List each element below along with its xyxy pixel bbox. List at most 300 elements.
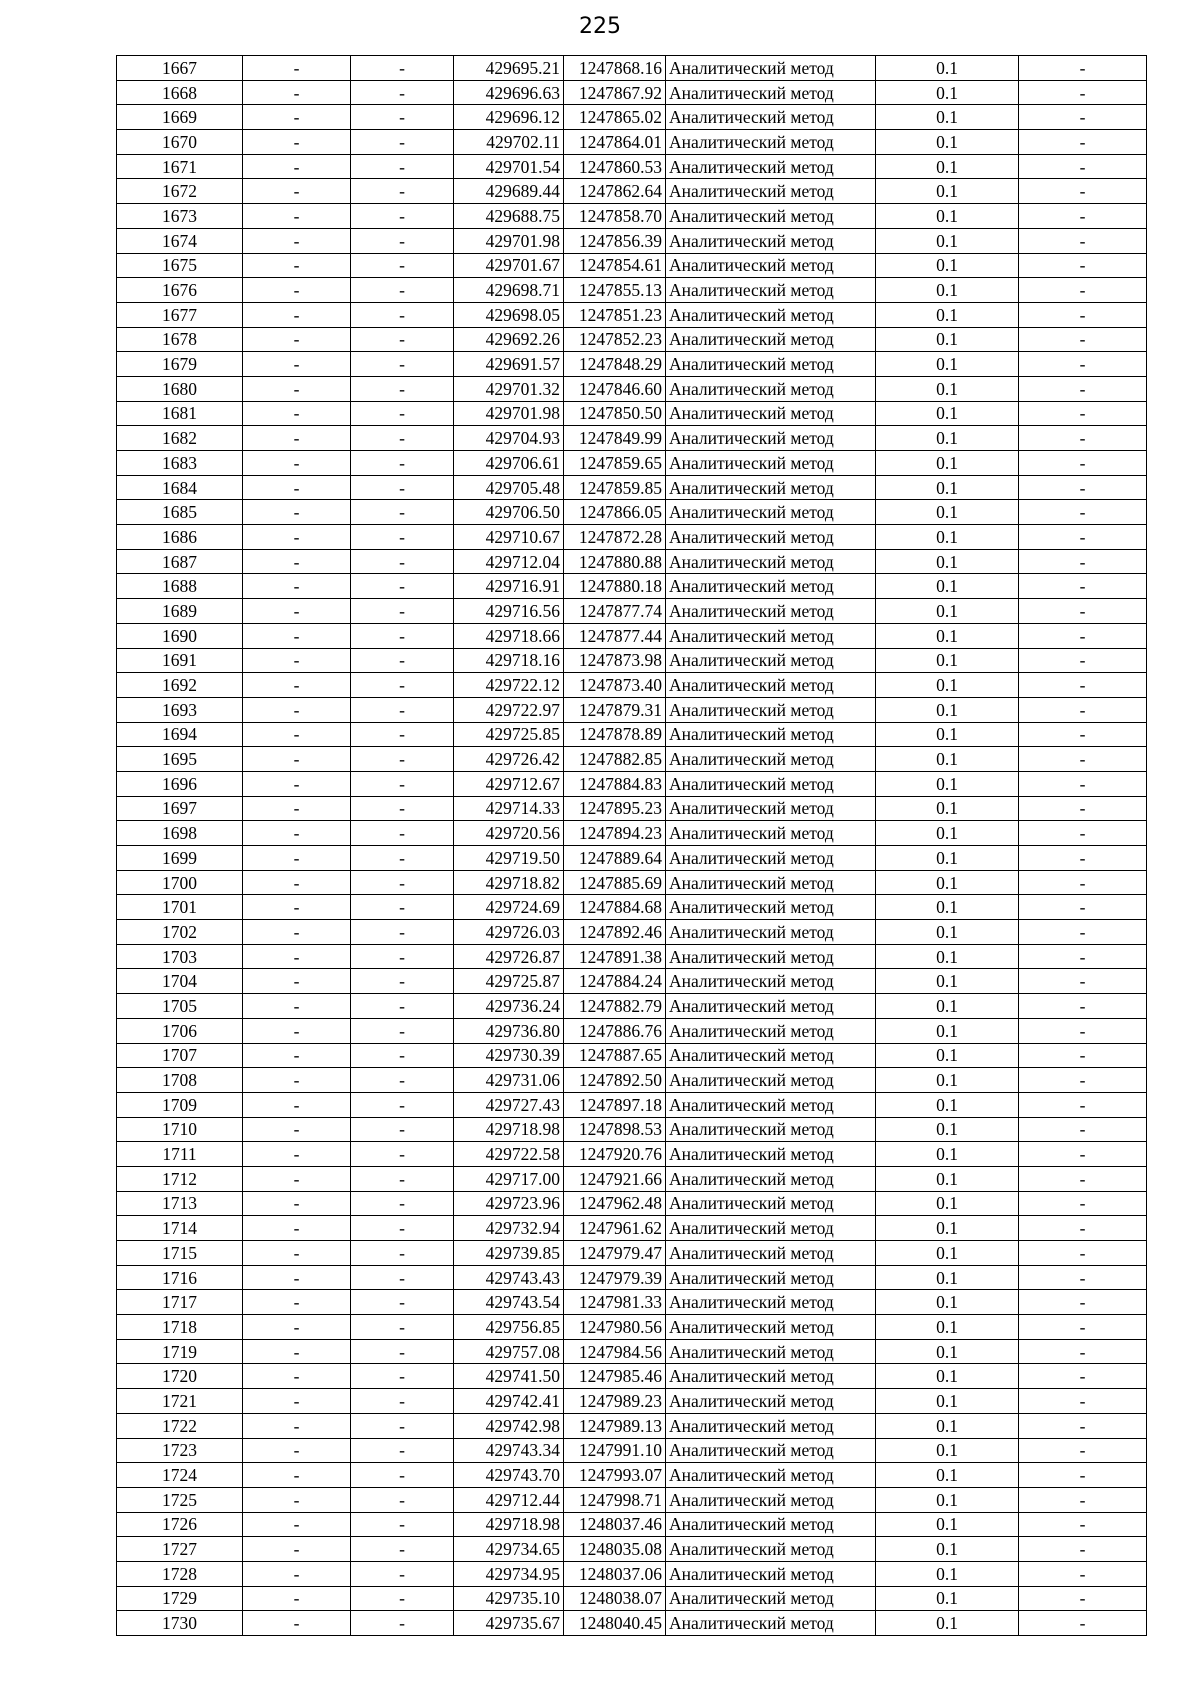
x-coordinate-cell: 429739.85 bbox=[454, 1241, 564, 1266]
method-cell: Аналитический метод bbox=[666, 747, 876, 772]
accuracy-cell: 0.1 bbox=[876, 771, 1019, 796]
blank-cell: - bbox=[351, 574, 454, 599]
blank-cell: - bbox=[243, 1438, 351, 1463]
accuracy-cell: 0.1 bbox=[876, 1537, 1019, 1562]
x-coordinate-cell: 429743.54 bbox=[454, 1290, 564, 1315]
accuracy-cell: 0.1 bbox=[876, 697, 1019, 722]
blank-cell: - bbox=[243, 1463, 351, 1488]
x-coordinate-cell: 429698.05 bbox=[454, 302, 564, 327]
blank-cell: - bbox=[1019, 228, 1147, 253]
accuracy-cell: 0.1 bbox=[876, 821, 1019, 846]
y-coordinate-cell: 1247872.28 bbox=[564, 525, 666, 550]
table-row bbox=[117, 895, 1147, 920]
x-coordinate-cell: 429719.50 bbox=[454, 846, 564, 871]
blank-cell: - bbox=[351, 1315, 454, 1340]
blank-cell: - bbox=[351, 648, 454, 673]
y-coordinate-cell: 1247856.39 bbox=[564, 228, 666, 253]
blank-cell: - bbox=[351, 1290, 454, 1315]
accuracy-cell: 0.1 bbox=[876, 376, 1019, 401]
blank-cell: - bbox=[1019, 451, 1147, 476]
y-coordinate-cell: 1247984.56 bbox=[564, 1339, 666, 1364]
method-cell: Аналитический метод bbox=[666, 623, 876, 648]
table-row bbox=[117, 994, 1147, 1019]
accuracy-cell: 0.1 bbox=[876, 1166, 1019, 1191]
point-number-cell: 1713 bbox=[117, 1191, 243, 1216]
blank-cell: - bbox=[243, 525, 351, 550]
y-coordinate-cell: 1247880.88 bbox=[564, 549, 666, 574]
blank-cell: - bbox=[351, 599, 454, 624]
blank-cell: - bbox=[243, 1216, 351, 1241]
table-row bbox=[117, 302, 1147, 327]
point-number-cell: 1699 bbox=[117, 846, 243, 871]
method-cell: Аналитический метод bbox=[666, 1413, 876, 1438]
y-coordinate-cell: 1247897.18 bbox=[564, 1092, 666, 1117]
accuracy-cell: 0.1 bbox=[876, 870, 1019, 895]
table-row bbox=[117, 204, 1147, 229]
blank-cell: - bbox=[351, 451, 454, 476]
x-coordinate-cell: 429722.12 bbox=[454, 673, 564, 698]
blank-cell: - bbox=[1019, 376, 1147, 401]
blank-cell: - bbox=[351, 401, 454, 426]
table-row bbox=[117, 451, 1147, 476]
method-cell: Аналитический метод bbox=[666, 376, 876, 401]
blank-cell: - bbox=[351, 1241, 454, 1266]
method-cell: Аналитический метод bbox=[666, 1092, 876, 1117]
blank-cell: - bbox=[351, 1487, 454, 1512]
x-coordinate-cell: 429716.56 bbox=[454, 599, 564, 624]
blank-cell: - bbox=[1019, 1487, 1147, 1512]
point-number-cell: 1716 bbox=[117, 1265, 243, 1290]
blank-cell: - bbox=[243, 870, 351, 895]
blank-cell: - bbox=[1019, 475, 1147, 500]
blank-cell: - bbox=[351, 1191, 454, 1216]
blank-cell: - bbox=[243, 1018, 351, 1043]
blank-cell: - bbox=[351, 747, 454, 772]
accuracy-cell: 0.1 bbox=[876, 1043, 1019, 1068]
y-coordinate-cell: 1247878.89 bbox=[564, 722, 666, 747]
point-number-cell: 1719 bbox=[117, 1339, 243, 1364]
table-row bbox=[117, 1216, 1147, 1241]
table-row bbox=[117, 1463, 1147, 1488]
point-number-cell: 1723 bbox=[117, 1438, 243, 1463]
point-number-cell: 1682 bbox=[117, 426, 243, 451]
blank-cell: - bbox=[243, 451, 351, 476]
blank-cell: - bbox=[1019, 648, 1147, 673]
accuracy-cell: 0.1 bbox=[876, 747, 1019, 772]
blank-cell: - bbox=[351, 376, 454, 401]
blank-cell: - bbox=[243, 352, 351, 377]
accuracy-cell: 0.1 bbox=[876, 1142, 1019, 1167]
blank-cell: - bbox=[351, 1463, 454, 1488]
table-row bbox=[117, 969, 1147, 994]
point-number-cell: 1689 bbox=[117, 599, 243, 624]
method-cell: Аналитический метод bbox=[666, 401, 876, 426]
point-number-cell: 1694 bbox=[117, 722, 243, 747]
blank-cell: - bbox=[243, 475, 351, 500]
y-coordinate-cell: 1247979.39 bbox=[564, 1265, 666, 1290]
accuracy-cell: 0.1 bbox=[876, 895, 1019, 920]
blank-cell: - bbox=[243, 327, 351, 352]
blank-cell: - bbox=[243, 1611, 351, 1636]
method-cell: Аналитический метод bbox=[666, 771, 876, 796]
method-cell: Аналитический метод bbox=[666, 105, 876, 130]
blank-cell: - bbox=[351, 821, 454, 846]
blank-cell: - bbox=[351, 1117, 454, 1142]
table-row bbox=[117, 130, 1147, 155]
table-row bbox=[117, 722, 1147, 747]
blank-cell: - bbox=[1019, 870, 1147, 895]
blank-cell: - bbox=[243, 302, 351, 327]
accuracy-cell: 0.1 bbox=[876, 105, 1019, 130]
y-coordinate-cell: 1247877.74 bbox=[564, 599, 666, 624]
x-coordinate-cell: 429718.82 bbox=[454, 870, 564, 895]
x-coordinate-cell: 429691.57 bbox=[454, 352, 564, 377]
blank-cell: - bbox=[1019, 1018, 1147, 1043]
x-coordinate-cell: 429743.43 bbox=[454, 1265, 564, 1290]
blank-cell: - bbox=[1019, 278, 1147, 303]
method-cell: Аналитический метод bbox=[666, 451, 876, 476]
blank-cell: - bbox=[243, 1315, 351, 1340]
blank-cell: - bbox=[1019, 327, 1147, 352]
x-coordinate-cell: 429718.98 bbox=[454, 1512, 564, 1537]
y-coordinate-cell: 1247892.50 bbox=[564, 1068, 666, 1093]
accuracy-cell: 0.1 bbox=[876, 302, 1019, 327]
method-cell: Аналитический метод bbox=[666, 1438, 876, 1463]
x-coordinate-cell: 429692.26 bbox=[454, 327, 564, 352]
blank-cell: - bbox=[351, 475, 454, 500]
point-number-cell: 1712 bbox=[117, 1166, 243, 1191]
point-number-cell: 1714 bbox=[117, 1216, 243, 1241]
method-cell: Аналитический метод bbox=[666, 870, 876, 895]
y-coordinate-cell: 1247854.61 bbox=[564, 253, 666, 278]
blank-cell: - bbox=[1019, 1068, 1147, 1093]
blank-cell: - bbox=[1019, 1117, 1147, 1142]
y-coordinate-cell: 1247858.70 bbox=[564, 204, 666, 229]
blank-cell: - bbox=[351, 278, 454, 303]
x-coordinate-cell: 429741.50 bbox=[454, 1364, 564, 1389]
blank-cell: - bbox=[243, 623, 351, 648]
method-cell: Аналитический метод bbox=[666, 179, 876, 204]
y-coordinate-cell: 1247981.33 bbox=[564, 1290, 666, 1315]
method-cell: Аналитический метод bbox=[666, 920, 876, 945]
point-number-cell: 1696 bbox=[117, 771, 243, 796]
accuracy-cell: 0.1 bbox=[876, 1364, 1019, 1389]
table-row bbox=[117, 1438, 1147, 1463]
x-coordinate-cell: 429756.85 bbox=[454, 1315, 564, 1340]
point-number-cell: 1669 bbox=[117, 105, 243, 130]
accuracy-cell: 0.1 bbox=[876, 944, 1019, 969]
blank-cell: - bbox=[1019, 1265, 1147, 1290]
x-coordinate-cell: 429698.71 bbox=[454, 278, 564, 303]
accuracy-cell: 0.1 bbox=[876, 475, 1019, 500]
x-coordinate-cell: 429734.65 bbox=[454, 1537, 564, 1562]
accuracy-cell: 0.1 bbox=[876, 673, 1019, 698]
accuracy-cell: 0.1 bbox=[876, 1438, 1019, 1463]
blank-cell: - bbox=[1019, 179, 1147, 204]
point-number-cell: 1726 bbox=[117, 1512, 243, 1537]
point-number-cell: 1715 bbox=[117, 1241, 243, 1266]
blank-cell: - bbox=[243, 1487, 351, 1512]
point-number-cell: 1717 bbox=[117, 1290, 243, 1315]
y-coordinate-cell: 1247860.53 bbox=[564, 154, 666, 179]
y-coordinate-cell: 1247852.23 bbox=[564, 327, 666, 352]
table-row bbox=[117, 253, 1147, 278]
accuracy-cell: 0.1 bbox=[876, 253, 1019, 278]
method-cell: Аналитический метод bbox=[666, 994, 876, 1019]
blank-cell: - bbox=[351, 1537, 454, 1562]
point-number-cell: 1721 bbox=[117, 1389, 243, 1414]
y-coordinate-cell: 1248037.06 bbox=[564, 1561, 666, 1586]
y-coordinate-cell: 1247894.23 bbox=[564, 821, 666, 846]
y-coordinate-cell: 1248035.08 bbox=[564, 1537, 666, 1562]
blank-cell: - bbox=[243, 895, 351, 920]
blank-cell: - bbox=[1019, 1561, 1147, 1586]
blank-cell: - bbox=[243, 1389, 351, 1414]
blank-cell: - bbox=[243, 944, 351, 969]
blank-cell: - bbox=[1019, 1092, 1147, 1117]
y-coordinate-cell: 1247848.29 bbox=[564, 352, 666, 377]
blank-cell: - bbox=[243, 1068, 351, 1093]
method-cell: Аналитический метод bbox=[666, 1611, 876, 1636]
y-coordinate-cell: 1247846.60 bbox=[564, 376, 666, 401]
accuracy-cell: 0.1 bbox=[876, 574, 1019, 599]
method-cell: Аналитический метод bbox=[666, 426, 876, 451]
blank-cell: - bbox=[243, 1339, 351, 1364]
blank-cell: - bbox=[243, 500, 351, 525]
point-number-cell: 1688 bbox=[117, 574, 243, 599]
method-cell: Аналитический метод bbox=[666, 500, 876, 525]
method-cell: Аналитический метод bbox=[666, 821, 876, 846]
table-row bbox=[117, 1018, 1147, 1043]
method-cell: Аналитический метод bbox=[666, 1586, 876, 1611]
method-cell: Аналитический метод bbox=[666, 1487, 876, 1512]
blank-cell: - bbox=[351, 352, 454, 377]
x-coordinate-cell: 429688.75 bbox=[454, 204, 564, 229]
point-number-cell: 1730 bbox=[117, 1611, 243, 1636]
table-row bbox=[117, 870, 1147, 895]
blank-cell: - bbox=[351, 56, 454, 81]
blank-cell: - bbox=[1019, 154, 1147, 179]
blank-cell: - bbox=[351, 1166, 454, 1191]
blank-cell: - bbox=[1019, 1438, 1147, 1463]
x-coordinate-cell: 429734.95 bbox=[454, 1561, 564, 1586]
x-coordinate-cell: 429717.00 bbox=[454, 1166, 564, 1191]
blank-cell: - bbox=[1019, 1413, 1147, 1438]
point-number-cell: 1675 bbox=[117, 253, 243, 278]
method-cell: Аналитический метод bbox=[666, 1537, 876, 1562]
method-cell: Аналитический метод bbox=[666, 130, 876, 155]
accuracy-cell: 0.1 bbox=[876, 994, 1019, 1019]
method-cell: Аналитический метод bbox=[666, 302, 876, 327]
accuracy-cell: 0.1 bbox=[876, 549, 1019, 574]
blank-cell: - bbox=[351, 1389, 454, 1414]
point-number-cell: 1725 bbox=[117, 1487, 243, 1512]
blank-cell: - bbox=[1019, 574, 1147, 599]
method-cell: Аналитический метод bbox=[666, 154, 876, 179]
blank-cell: - bbox=[1019, 599, 1147, 624]
blank-cell: - bbox=[1019, 1315, 1147, 1340]
table-row bbox=[117, 1265, 1147, 1290]
blank-cell: - bbox=[1019, 105, 1147, 130]
point-number-cell: 1697 bbox=[117, 796, 243, 821]
coordinates-table bbox=[116, 55, 1147, 1636]
accuracy-cell: 0.1 bbox=[876, 179, 1019, 204]
table-row bbox=[117, 1068, 1147, 1093]
accuracy-cell: 0.1 bbox=[876, 525, 1019, 550]
y-coordinate-cell: 1247866.05 bbox=[564, 500, 666, 525]
y-coordinate-cell: 1247962.48 bbox=[564, 1191, 666, 1216]
accuracy-cell: 0.1 bbox=[876, 204, 1019, 229]
method-cell: Аналитический метод bbox=[666, 327, 876, 352]
blank-cell: - bbox=[351, 549, 454, 574]
blank-cell: - bbox=[243, 747, 351, 772]
y-coordinate-cell: 1247920.76 bbox=[564, 1142, 666, 1167]
table-row bbox=[117, 1142, 1147, 1167]
point-number-cell: 1692 bbox=[117, 673, 243, 698]
blank-cell: - bbox=[243, 920, 351, 945]
point-number-cell: 1684 bbox=[117, 475, 243, 500]
point-number-cell: 1698 bbox=[117, 821, 243, 846]
table-row bbox=[117, 771, 1147, 796]
method-cell: Аналитический метод bbox=[666, 1265, 876, 1290]
table-row bbox=[117, 56, 1147, 81]
x-coordinate-cell: 429743.34 bbox=[454, 1438, 564, 1463]
blank-cell: - bbox=[351, 1512, 454, 1537]
blank-cell: - bbox=[243, 549, 351, 574]
accuracy-cell: 0.1 bbox=[876, 327, 1019, 352]
y-coordinate-cell: 1247859.85 bbox=[564, 475, 666, 500]
y-coordinate-cell: 1247879.31 bbox=[564, 697, 666, 722]
accuracy-cell: 0.1 bbox=[876, 1315, 1019, 1340]
blank-cell: - bbox=[351, 771, 454, 796]
blank-cell: - bbox=[351, 327, 454, 352]
blank-cell: - bbox=[243, 204, 351, 229]
blank-cell: - bbox=[243, 80, 351, 105]
table-row bbox=[117, 549, 1147, 574]
y-coordinate-cell: 1247898.53 bbox=[564, 1117, 666, 1142]
blank-cell: - bbox=[351, 525, 454, 550]
table-row bbox=[117, 796, 1147, 821]
table-row bbox=[117, 1537, 1147, 1562]
point-number-cell: 1706 bbox=[117, 1018, 243, 1043]
method-cell: Аналитический метод bbox=[666, 1315, 876, 1340]
table-row bbox=[117, 525, 1147, 550]
method-cell: Аналитический метод bbox=[666, 574, 876, 599]
y-coordinate-cell: 1247849.99 bbox=[564, 426, 666, 451]
table-row bbox=[117, 1092, 1147, 1117]
blank-cell: - bbox=[1019, 1611, 1147, 1636]
accuracy-cell: 0.1 bbox=[876, 228, 1019, 253]
blank-cell: - bbox=[351, 1339, 454, 1364]
blank-cell: - bbox=[1019, 500, 1147, 525]
blank-cell: - bbox=[243, 821, 351, 846]
blank-cell: - bbox=[1019, 821, 1147, 846]
blank-cell: - bbox=[1019, 1339, 1147, 1364]
table-row bbox=[117, 500, 1147, 525]
method-cell: Аналитический метод bbox=[666, 1389, 876, 1414]
accuracy-cell: 0.1 bbox=[876, 80, 1019, 105]
blank-cell: - bbox=[243, 1117, 351, 1142]
blank-cell: - bbox=[243, 1512, 351, 1537]
y-coordinate-cell: 1247985.46 bbox=[564, 1364, 666, 1389]
method-cell: Аналитический метод bbox=[666, 1512, 876, 1537]
blank-cell: - bbox=[243, 1241, 351, 1266]
point-number-cell: 1703 bbox=[117, 944, 243, 969]
blank-cell: - bbox=[1019, 302, 1147, 327]
blank-cell: - bbox=[1019, 1463, 1147, 1488]
y-coordinate-cell: 1247873.98 bbox=[564, 648, 666, 673]
blank-cell: - bbox=[1019, 722, 1147, 747]
point-number-cell: 1728 bbox=[117, 1561, 243, 1586]
blank-cell: - bbox=[1019, 796, 1147, 821]
accuracy-cell: 0.1 bbox=[876, 1487, 1019, 1512]
table-row bbox=[117, 747, 1147, 772]
y-coordinate-cell: 1247880.18 bbox=[564, 574, 666, 599]
blank-cell: - bbox=[351, 895, 454, 920]
blank-cell: - bbox=[351, 722, 454, 747]
blank-cell: - bbox=[243, 722, 351, 747]
x-coordinate-cell: 429712.44 bbox=[454, 1487, 564, 1512]
y-coordinate-cell: 1248038.07 bbox=[564, 1586, 666, 1611]
accuracy-cell: 0.1 bbox=[876, 1512, 1019, 1537]
blank-cell: - bbox=[1019, 401, 1147, 426]
blank-cell: - bbox=[1019, 525, 1147, 550]
table-row bbox=[117, 327, 1147, 352]
blank-cell: - bbox=[243, 1265, 351, 1290]
x-coordinate-cell: 429735.10 bbox=[454, 1586, 564, 1611]
table-row bbox=[117, 1586, 1147, 1611]
blank-cell: - bbox=[351, 1364, 454, 1389]
blank-cell: - bbox=[243, 673, 351, 698]
blank-cell: - bbox=[351, 105, 454, 130]
blank-cell: - bbox=[1019, 1043, 1147, 1068]
blank-cell: - bbox=[1019, 1241, 1147, 1266]
accuracy-cell: 0.1 bbox=[876, 1413, 1019, 1438]
method-cell: Аналитический метод bbox=[666, 1018, 876, 1043]
method-cell: Аналитический метод bbox=[666, 722, 876, 747]
y-coordinate-cell: 1247921.66 bbox=[564, 1166, 666, 1191]
y-coordinate-cell: 1247884.68 bbox=[564, 895, 666, 920]
y-coordinate-cell: 1247892.46 bbox=[564, 920, 666, 945]
blank-cell: - bbox=[1019, 1512, 1147, 1537]
blank-cell: - bbox=[351, 228, 454, 253]
table-row bbox=[117, 944, 1147, 969]
blank-cell: - bbox=[243, 846, 351, 871]
blank-cell: - bbox=[351, 1265, 454, 1290]
blank-cell: - bbox=[351, 846, 454, 871]
point-number-cell: 1678 bbox=[117, 327, 243, 352]
x-coordinate-cell: 429705.48 bbox=[454, 475, 564, 500]
blank-cell: - bbox=[351, 130, 454, 155]
table-row bbox=[117, 1315, 1147, 1340]
table-row bbox=[117, 1413, 1147, 1438]
method-cell: Аналитический метод bbox=[666, 1339, 876, 1364]
point-number-cell: 1709 bbox=[117, 1092, 243, 1117]
method-cell: Аналитический метод bbox=[666, 1068, 876, 1093]
table-row bbox=[117, 228, 1147, 253]
y-coordinate-cell: 1247884.83 bbox=[564, 771, 666, 796]
accuracy-cell: 0.1 bbox=[876, 1241, 1019, 1266]
method-cell: Аналитический метод bbox=[666, 944, 876, 969]
blank-cell: - bbox=[351, 673, 454, 698]
table-row bbox=[117, 105, 1147, 130]
x-coordinate-cell: 429689.44 bbox=[454, 179, 564, 204]
point-number-cell: 1711 bbox=[117, 1142, 243, 1167]
x-coordinate-cell: 429701.32 bbox=[454, 376, 564, 401]
table-row bbox=[117, 80, 1147, 105]
point-number-cell: 1672 bbox=[117, 179, 243, 204]
blank-cell: - bbox=[243, 105, 351, 130]
